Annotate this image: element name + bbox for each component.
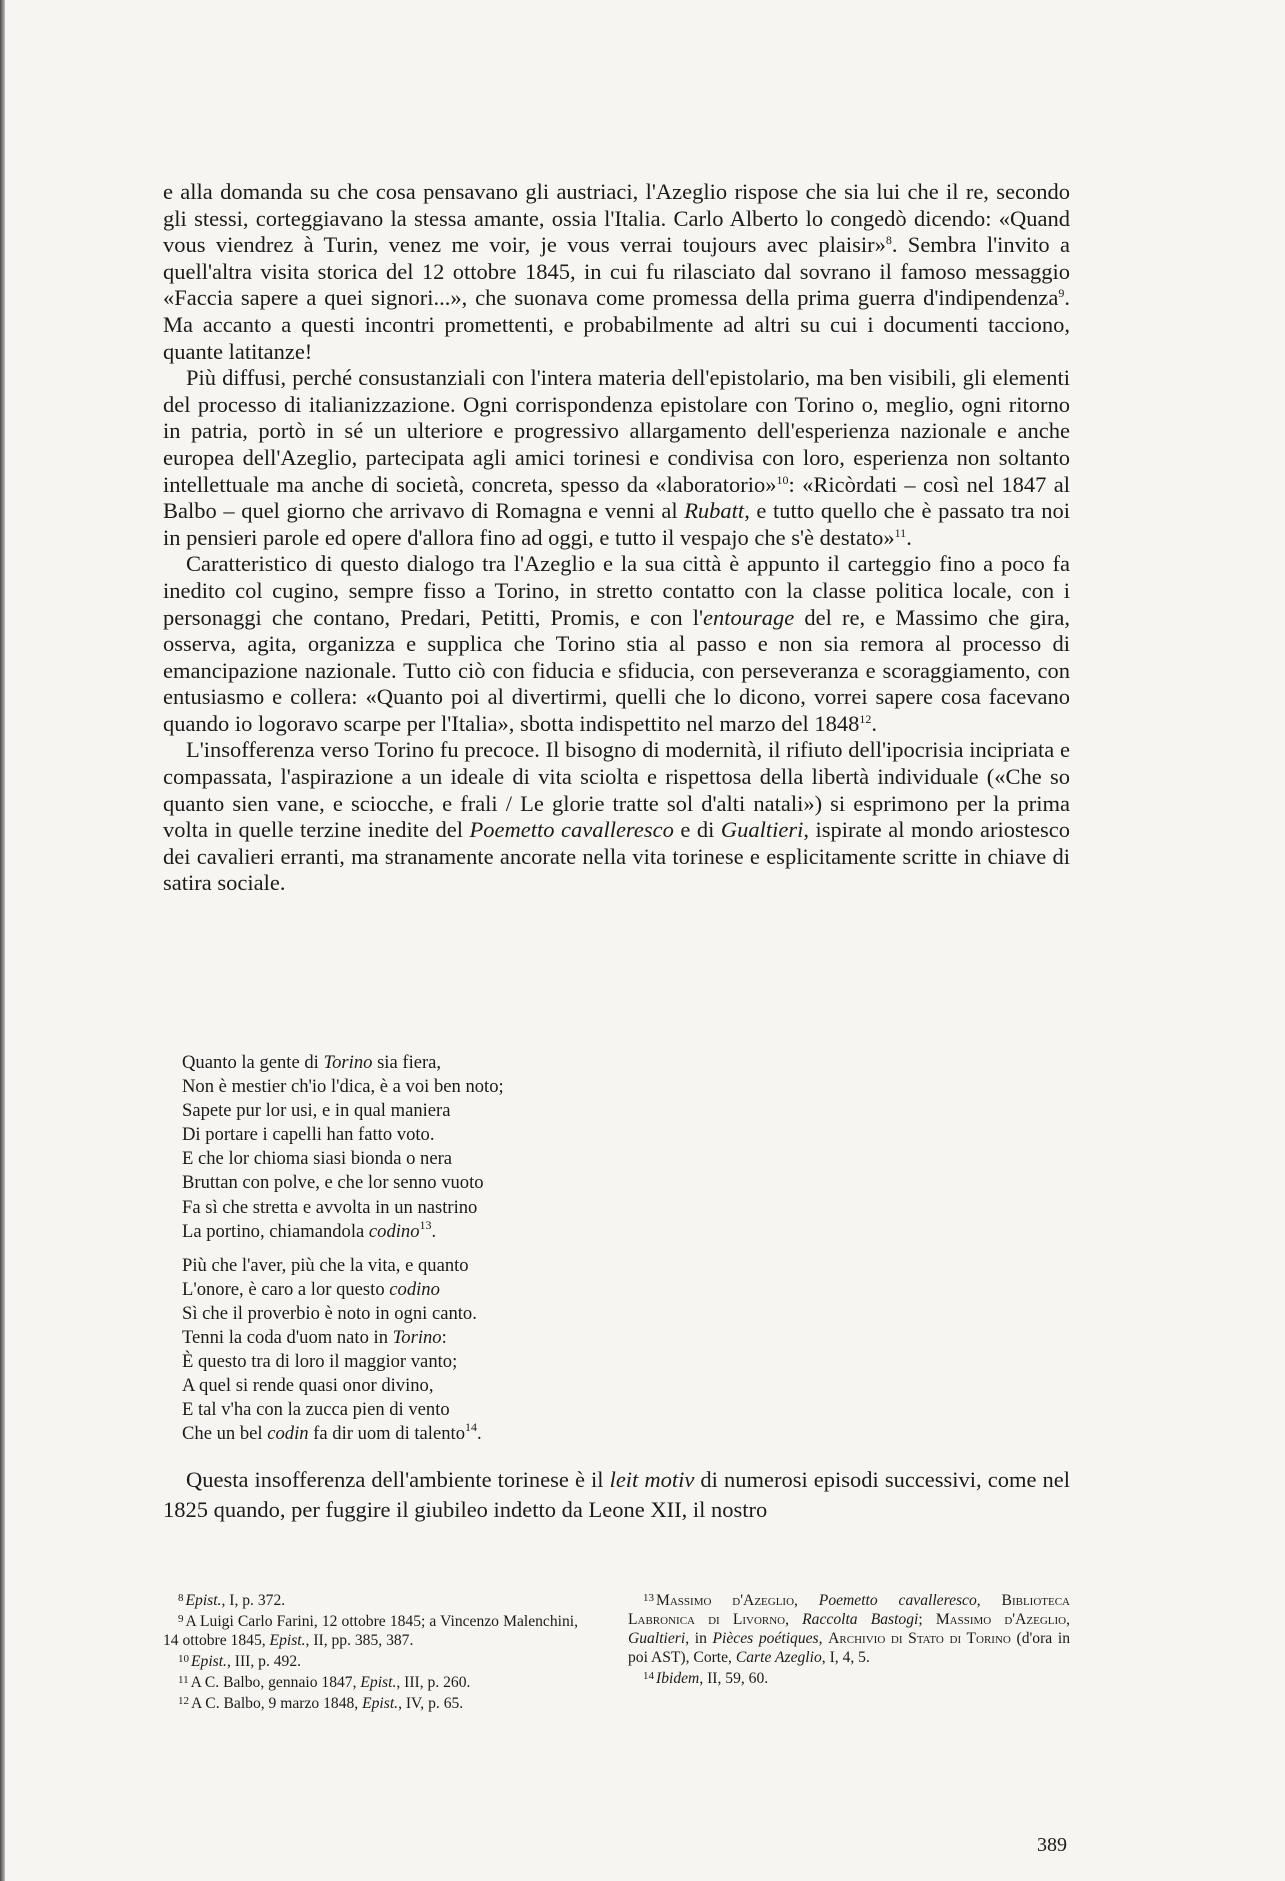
- poem-quotation: [182, 1051, 782, 1447]
- text-run: Bruttan con polve, e che lor senno vuoto: [182, 1172, 484, 1194]
- text-run: E che lor chioma siasi bionda o nera: [182, 1148, 453, 1170]
- text-run: (d'ora in poi AST), Corte,: [628, 1630, 1070, 1667]
- italic-text: Gualtieri: [720, 817, 804, 843]
- footnote: [163, 1610, 578, 1650]
- text-run: La portino, chiamandola: [182, 1220, 369, 1242]
- small-caps-text: Massimo d'Azeglio: [656, 1592, 795, 1609]
- italic-text: Gualtieri: [628, 1630, 686, 1648]
- italic-text: Ibidem: [656, 1670, 700, 1688]
- italic-text: Torino: [323, 1052, 373, 1073]
- italic-text: entourage: [703, 604, 795, 630]
- small-caps-text: Archivio di Stato di Torino: [828, 1630, 1011, 1648]
- italic-text: Torino: [392, 1327, 442, 1349]
- text-run: ,: [1066, 1611, 1070, 1629]
- text-run: ,: [818, 1630, 829, 1648]
- italic-text: codino: [389, 1278, 440, 1300]
- text-run: .: [477, 1423, 482, 1445]
- text-run: A C. Balbo, gennaio 1847,: [190, 1674, 361, 1692]
- text-run: , IV, p. 65.: [398, 1695, 464, 1713]
- footnote: [163, 1650, 578, 1671]
- footnotes-right-column: [628, 1589, 1070, 1688]
- poem-line: [182, 1099, 782, 1123]
- paragraph: [163, 365, 1070, 551]
- paragraph: [163, 1465, 1070, 1525]
- poem-stanza: [182, 1254, 782, 1447]
- poem-line: [182, 1302, 782, 1326]
- text-run: , in: [685, 1630, 713, 1648]
- text-run: Che un bel: [182, 1423, 268, 1445]
- footnote-ref: 13: [419, 1217, 432, 1232]
- text-run: , II, pp. 385, 387.: [305, 1632, 414, 1650]
- text-run: L'insofferenza verso Torino fu precoce. Il bisogno di modernità, il rifiuto dell'ipocrisia incipriata e compassata, l'aspirazione a un ideale di vita sciolta e rispettosa della libertà individuale («Che so quanto sien vane, e sciocche, e frali / Le glorie tratte sol d'alti natali») si esprimono per la prima volta in quelle terzine inedite del: [163, 737, 1070, 843]
- footnote-number: 11: [178, 1674, 189, 1687]
- text-run: Fa sì che stretta e avvolta in un nastrino: [182, 1196, 478, 1218]
- text-run: Sapete pur lor usi, e in qual maniera: [182, 1100, 451, 1122]
- text-run: E tal v'ha con la zucca pien di vento: [182, 1399, 450, 1421]
- closing-paragraph: [163, 1465, 1070, 1525]
- text-run: .: [906, 524, 912, 550]
- text-run: Più che l'aver, più che la vita, e quanto: [182, 1254, 469, 1276]
- page-number: 389: [1037, 1834, 1067, 1856]
- paragraph: [163, 179, 1070, 365]
- poem-line: [182, 1051, 782, 1075]
- text-run: :: [441, 1327, 447, 1349]
- text-run: fa dir uom di talento: [308, 1423, 465, 1445]
- text-run: , ispirate al mondo ariostesco dei cavalieri erranti, ma stranamente ancorate nella vita torinese e esplicitamente scritte in chiave di satira sociale.: [163, 817, 1071, 896]
- poem-line: [182, 1422, 782, 1446]
- text-run: di numerosi episodi successivi, come nel 1825 quando, per fuggire il giubileo indetto da Leone XII, il nostro: [163, 1467, 1070, 1522]
- footnote-number: 14: [643, 1670, 654, 1683]
- text-run: , III, p. 492.: [226, 1653, 302, 1671]
- text-run: .: [431, 1220, 437, 1242]
- text-run: A C. Balbo, 9 marzo 1848,: [191, 1695, 363, 1713]
- text-run: Tenni la coda d'uom nato in: [182, 1327, 393, 1349]
- text-run: .: [871, 710, 877, 736]
- poem-line: [182, 1326, 782, 1350]
- poem-line: [182, 1075, 782, 1099]
- italic-text: codino: [368, 1220, 420, 1242]
- text-run: , I, p. 372.: [221, 1592, 286, 1609]
- footnote-number: 12: [178, 1695, 189, 1708]
- text-run: , III, p. 260.: [396, 1674, 471, 1692]
- text-run: . Ma accanto a questi incontri promettenti, e probabilmente ad altri su cui i documenti tacciono, quante latitanze!: [163, 285, 1070, 364]
- italic-text: Epist.: [191, 1653, 227, 1671]
- poem-line: [182, 1254, 782, 1278]
- italic-text: leit motiv: [609, 1467, 695, 1492]
- poem-line: [182, 1123, 782, 1147]
- small-caps-text: Massimo d'Azeglio: [935, 1611, 1067, 1629]
- text-run: ,: [785, 1611, 803, 1629]
- italic-text: Epist.: [360, 1674, 397, 1692]
- text-run: del re, e Massimo che gira, osserva, agita, organizza e supplica che Torino stia al passo e non sia remora al processo di emancipazione nazionale. Tutto ciò con fiducia e sfiducia, con perseveranza e scoraggiamento, con entusiasmo e collera: «Quanto poi al divertirmi, quelli che lo dicono, vorrei sapere cosa facevano quando io logoravo scarpe per l'Italia», sbotta indispettito nel marzo del 1848: [163, 604, 1070, 736]
- poem-line: [182, 1171, 782, 1195]
- text-run: Quanto la gente di: [182, 1052, 324, 1073]
- page-edge-shadow: [0, 0, 5, 1881]
- footnote: [163, 1589, 578, 1610]
- footnote: [628, 1667, 1070, 1688]
- text-run: A Luigi Carlo Farini, 12 ottobre 1845; a Vincenzo Malenchini, 14 ottobre 1845,: [163, 1613, 578, 1650]
- text-run: ;: [918, 1611, 936, 1629]
- text-run: Non è mestier ch'io l'dica, è a voi ben noto;: [182, 1076, 504, 1098]
- text-run: e di: [673, 817, 721, 843]
- italic-text: Poemetto cavalleresco: [469, 817, 674, 843]
- italic-text: Raccolta Bastogi: [802, 1611, 919, 1629]
- poem-line: [182, 1398, 782, 1422]
- footnote-number: 8: [178, 1592, 184, 1604]
- poem-line: [182, 1217, 782, 1244]
- footnote-ref: 12: [859, 711, 872, 726]
- italic-text: Carte Azeglio: [735, 1649, 822, 1667]
- text-run: , I, 4, 5.: [821, 1649, 870, 1667]
- text-run: : «Ricòrdati – così nel 1847 al Balbo – quel giorno che arrivavo di Romagna e venni al: [163, 471, 1070, 524]
- italic-text: Poemetto cavalleresco: [818, 1592, 977, 1609]
- footnote-ref: 8: [885, 233, 892, 248]
- italic-text: codin: [267, 1423, 309, 1445]
- text-run: Questa insofferenza dell'ambiente torinese è il: [186, 1467, 610, 1492]
- text-run: , II, 59, 60.: [699, 1670, 769, 1688]
- footnote-number: 10: [178, 1653, 189, 1666]
- footnote-number: 9: [178, 1613, 184, 1626]
- text-run: sia fiera,: [372, 1052, 442, 1073]
- poem-line: [182, 1147, 782, 1171]
- italic-text: Epist.: [362, 1695, 399, 1713]
- footnote: [163, 1692, 578, 1713]
- footnote-ref: 10: [776, 472, 789, 487]
- text-run: A quel si rende quasi onor divino,: [182, 1375, 434, 1397]
- text-run: Caratteristico di questo dialogo tra l'Azeglio e la sua città è appunto il carteggio fino a poco fa inedito col cugino, sempre fisso a Torino, in stretto contatto con la classe politica locale, con i personaggi che contano, Predari, Petitti, Promis, e con l': [163, 551, 1070, 630]
- small-caps-text: Biblioteca Labronica di Livorno: [628, 1592, 1070, 1629]
- text-run: Di portare i capelli han fatto voto.: [182, 1124, 435, 1146]
- footnotes-left-column: [163, 1589, 578, 1714]
- text-run: ,: [794, 1592, 819, 1609]
- text-run: Più diffusi, perché consustanziali con l'intera materia dell'epistolario, ma ben visibili, gli elementi del processo di italianizzazione. Ogni corrispondenza epistolare con Torino o, meglio, ogni ritorno in patria, portò in sé un ulteriore e progressivo allargamento dell'esperienza nazionale e anche europea dell'Azeglio, partecipata agli amici torinesi e condivisa con loro, esperienza non soltanto intellettuale ma anche di società, concreta, spesso da «laboratorio»: [163, 365, 1070, 497]
- text-run: Sì che il proverbio è noto in ogni canto.: [182, 1302, 477, 1324]
- italic-text: Epist.: [185, 1592, 222, 1609]
- poem-line: [182, 1196, 782, 1220]
- footnote: [163, 1671, 578, 1692]
- text-run: È questo tra di loro il maggior vanto;: [182, 1351, 458, 1373]
- poem-line: [182, 1374, 782, 1398]
- footnote-ref: 9: [1058, 286, 1065, 301]
- footnote-ref: 11: [894, 525, 907, 540]
- paragraph: [163, 737, 1070, 897]
- italic-text: Epist.: [269, 1632, 306, 1650]
- poem-line: [182, 1278, 782, 1302]
- text-run: . Sembra l'invito a quell'altra visita storica del 12 ottobre 1845, in cui fu rilasciato dal sovrano il famoso messaggio «Faccia sapere a quei signori...», che suonava come promessa della prima guerra d'indipendenza: [163, 232, 1070, 311]
- poem-line: [182, 1350, 782, 1374]
- paragraph: [163, 551, 1070, 737]
- text-run: , e tutto quello che è passato tra noi in pensieri parole ed opere d'allora fino ad oggi, e tutto il vespajo che s'è destato»: [163, 498, 1070, 550]
- text-run: L'onore, è caro a lor questo: [182, 1278, 390, 1300]
- main-text: [163, 179, 1070, 897]
- italic-text: Pièces poétiques: [712, 1630, 819, 1648]
- poem-stanza: [182, 1051, 782, 1244]
- footnote: [628, 1589, 1070, 1667]
- italic-text: Rubatt: [684, 498, 745, 524]
- text-run: e alla domanda su che cosa pensavano gli austriaci, l'Azeglio rispose che sia lui che il re, secondo gli stessi, corteggiavano la stessa amante, ossia l'Italia. Carlo Alberto lo congedò dicendo: «Quand vous viendrez à Turin, venez me voir, je vous verrai toujours avec plaisir»: [163, 179, 1070, 258]
- footnote-number: 13: [643, 1592, 654, 1604]
- footnote-ref: 14: [465, 1420, 477, 1435]
- text-run: ,: [976, 1592, 1002, 1609]
